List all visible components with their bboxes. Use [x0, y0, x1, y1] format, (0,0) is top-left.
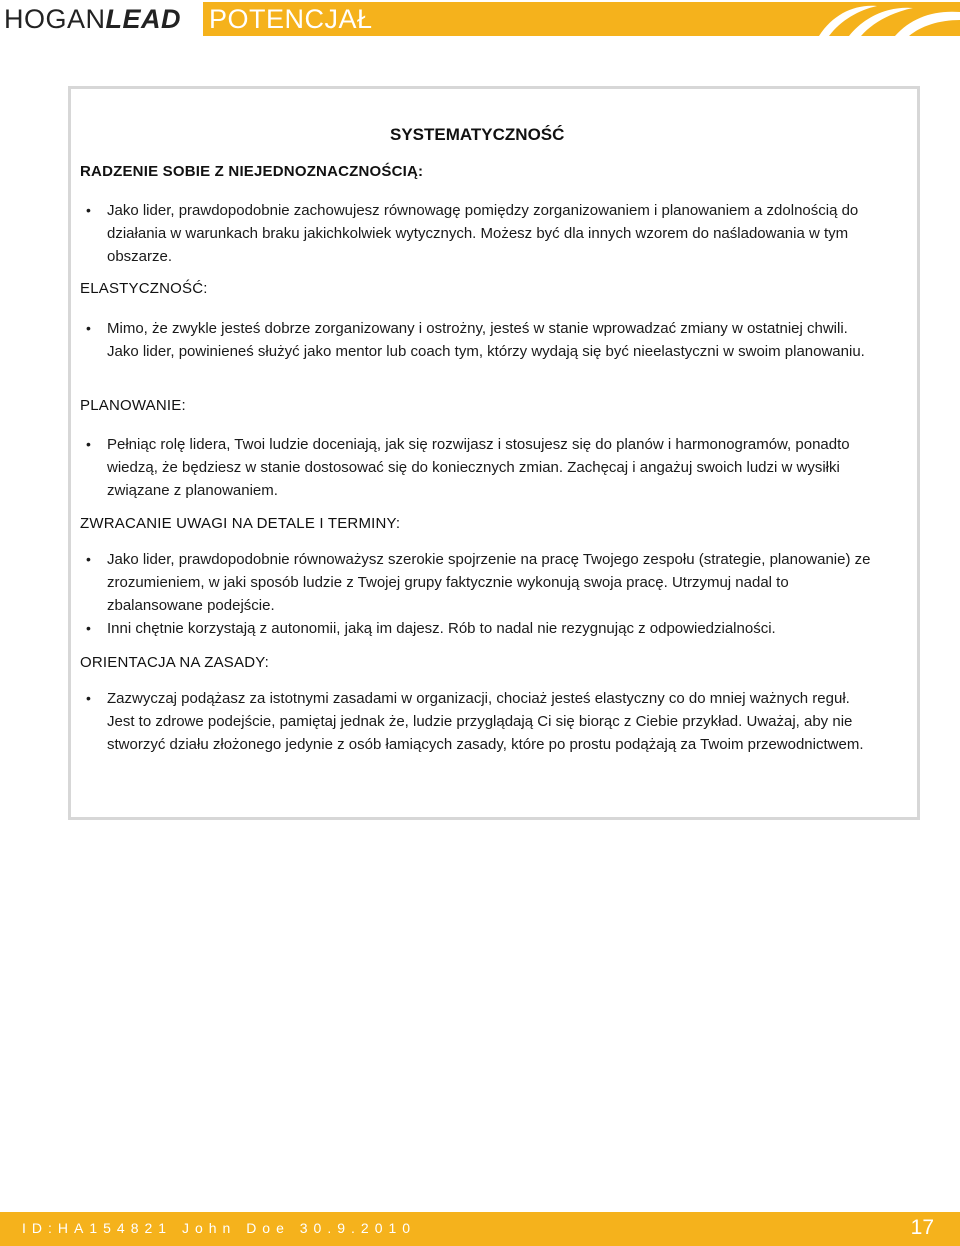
- report-title: POTENCJAŁ: [209, 4, 373, 34]
- category-heading: PLANOWANIE:: [80, 397, 186, 414]
- list-item: [80, 317, 880, 363]
- category-heading: ZWRACANIE UWAGI NA DETALE I TERMINY:: [80, 515, 401, 532]
- category-items: [80, 433, 880, 502]
- item-text: Zazwyczaj podążasz za istotnymi zasadami w organizacji, chociaż jesteś elastyczny co do mniej ważnych reguł. Jest to zdrowe podejście, pamiętaj jednak że, ludzie przyglądają Ci się biorąc z Ciebie przykład. Uważaj, aby nie stworzyć działu złożonego jedynie z osób łamiących zasady, które po prostu podążają za Twoim przewodnictwem.: [107, 690, 864, 753]
- item-text: Jako lider, prawdopodobnie równoważysz szerokie spojrzenie na pracę Twojego zespołu (strategie, planowanie) ze zrozumieniem, w jaki sposób ludzie z Twojej grupy faktycznie wykonują swoja pracę. Utrzymuj nadal to zbalansowane podejście.: [107, 551, 871, 614]
- content-panel: [68, 86, 920, 820]
- page-footer: [0, 1212, 960, 1246]
- category-heading: ELASTYCZNOŚĆ:: [80, 280, 208, 297]
- report-title-bar: [203, 2, 815, 36]
- category-items: [80, 199, 880, 268]
- list-item: [80, 199, 880, 268]
- brand-bold: LEAD: [105, 4, 182, 34]
- report-id: ID:HA154821 John Doe 30.9.2010: [22, 1220, 417, 1236]
- category-items: [80, 687, 880, 756]
- section-title: SYSTEMATYCZNOŚĆ: [390, 125, 565, 144]
- list-item: [80, 548, 880, 617]
- category-heading: ORIENTACJA NA ZASADY:: [80, 654, 269, 671]
- category-heading: RADZENIE SOBIE Z NIEJEDNOZNACZNOŚCIĄ:: [80, 163, 424, 180]
- item-text: Jako lider, prawdopodobnie zachowujesz równowagę pomiędzy zorganizowaniem i planowaniem a zdolnością do działania w warunkach braku jakichkolwiek wytycznych. Możesz być dla innych wzorem do naśladowania w tym obszarze.: [107, 202, 859, 265]
- category-items: [80, 317, 880, 363]
- page-number: 17: [910, 1216, 934, 1239]
- bullet: •: [86, 436, 91, 452]
- category-items: [80, 548, 880, 640]
- bullet: •: [86, 202, 91, 218]
- item-text: Mimo, że zwykle jesteś dobrze zorganizowany i ostrożny, jesteś w stanie wprowadzać zmiany w ostatniej chwili. Jako lider, powinieneś służyć jako mentor lub coach tym, którzy wydają się być nieelastyczni w swoim planowaniu.: [107, 320, 865, 360]
- list-item: [80, 617, 880, 640]
- bullet: •: [86, 690, 91, 706]
- list-item: [80, 687, 880, 756]
- brand-logo-text: [4, 2, 181, 36]
- list-item: [80, 433, 880, 502]
- wing-logo-icon: [815, 0, 960, 38]
- page-header: [0, 0, 960, 38]
- bullet: •: [86, 620, 91, 636]
- item-text: Inni chętnie korzystają z autonomii, jaką im dajesz. Rób to nadal nie rezygnując z odpowiedzialności.: [107, 620, 776, 637]
- bullet: •: [86, 551, 91, 567]
- item-text: Pełniąc rolę lidera, Twoi ludzie doceniają, jak się rozwijasz i stosujesz się do planów i harmonogramów, ponadto wiedzą, że będziesz w stanie dostosować się do koniecznych zmian. Zachęcaj i angażuj swoich ludzi w wysiłki związane z planowaniem.: [107, 436, 850, 499]
- bullet: •: [86, 320, 91, 336]
- brand-light: HOGAN: [4, 4, 106, 34]
